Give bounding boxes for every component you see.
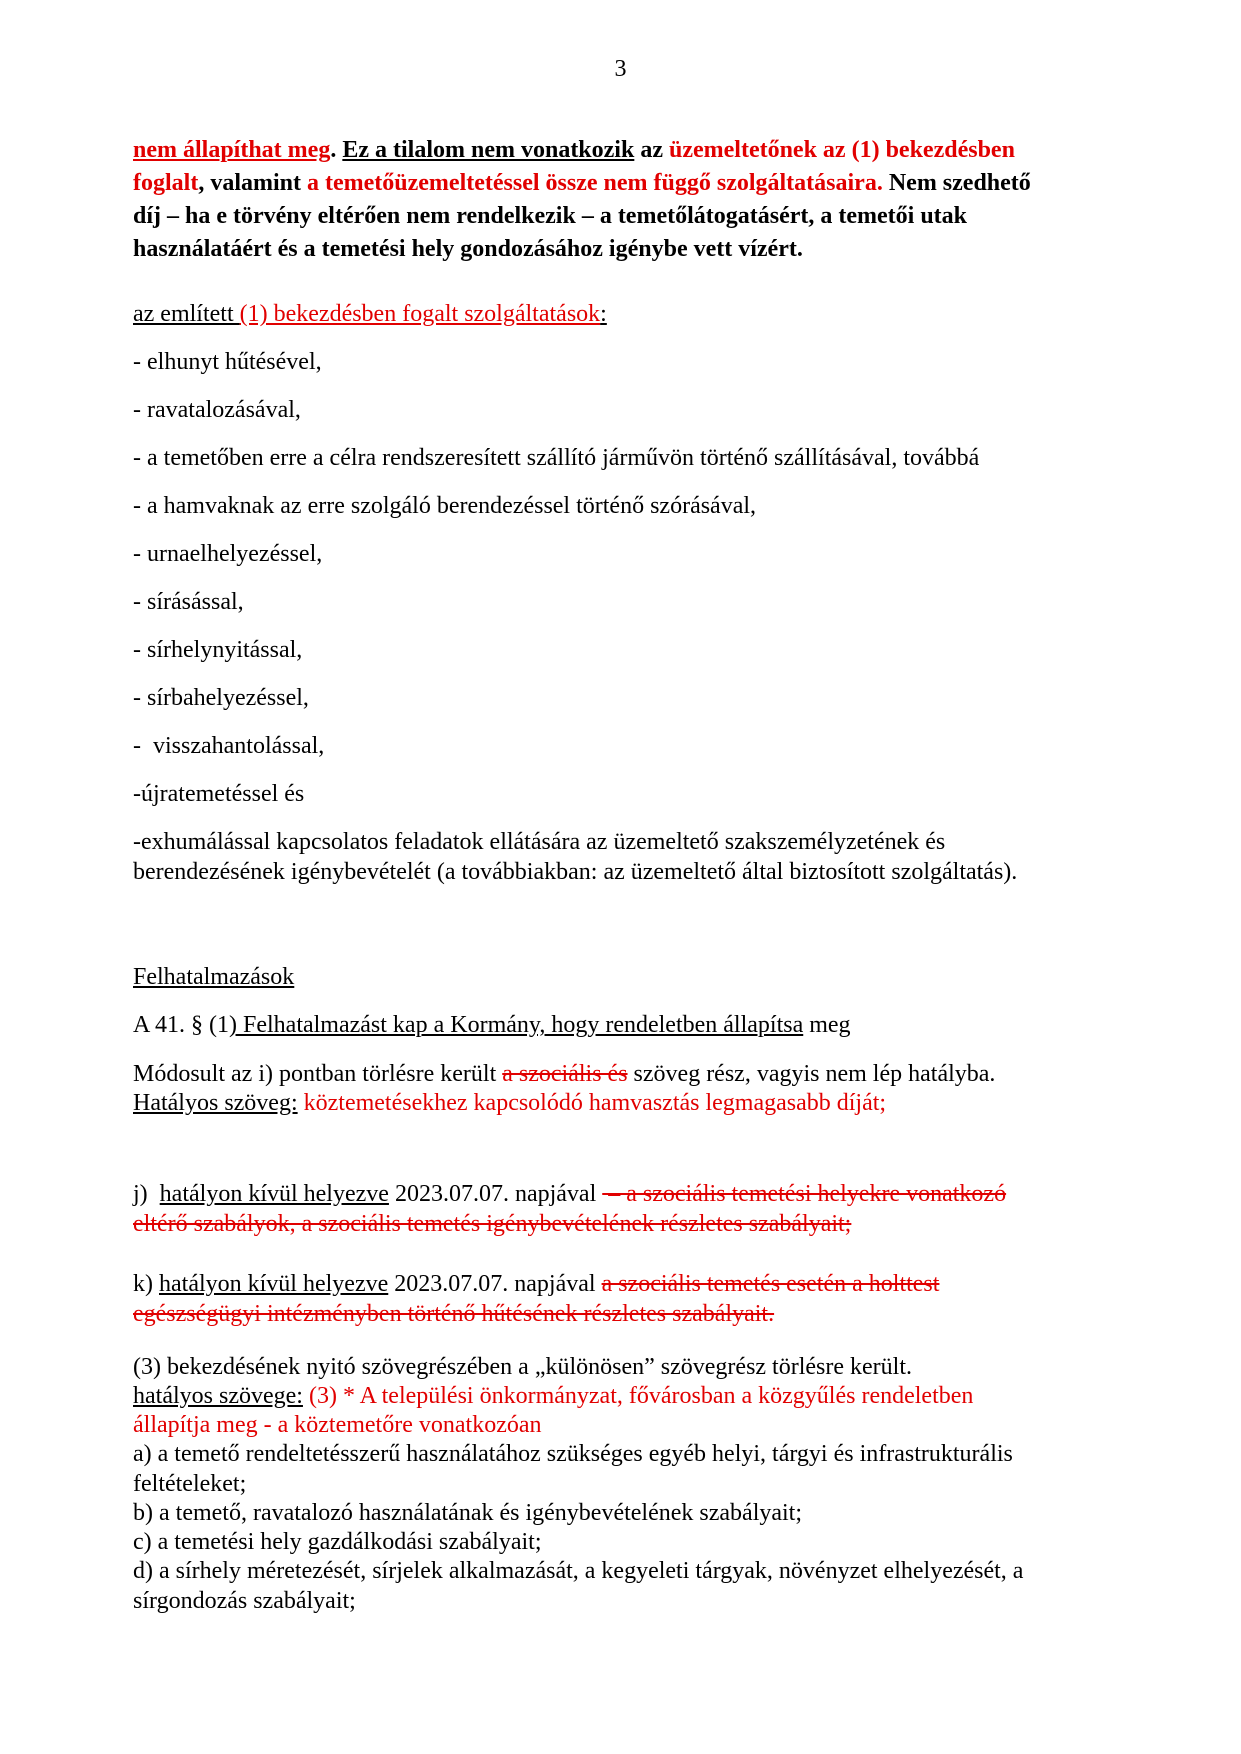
list-item-transport	[133, 443, 1108, 473]
text-run: szöveg rész, vagyis nem lép hatályba.	[627, 1061, 996, 1088]
text-run: - ravatalozásával,	[133, 397, 301, 424]
text-run: -újratemetéssel és	[133, 781, 305, 808]
text-run: az	[634, 136, 669, 163]
text-run: Felhatalmazások	[133, 964, 295, 991]
text-run: (3) * A települési önkormányzat, fővárosban a közgyűlés rendeletben	[308, 1382, 974, 1409]
list-item-exhumation	[133, 827, 1108, 887]
text-run: A 41. § (1	[133, 1012, 229, 1039]
text-run: - sírásással,	[133, 589, 244, 616]
text-run: hatályon kívül helyezve	[159, 1180, 389, 1207]
text-run: - sírhelynyitással,	[133, 637, 303, 664]
text-run: Nem szedhető	[882, 169, 1031, 196]
text-run: foglalt	[133, 169, 199, 196]
text-run: :	[600, 301, 607, 328]
list-item-laying-out	[133, 395, 1108, 425]
text-run: - sírbahelyezéssel,	[133, 685, 309, 712]
subpoint-a	[133, 1440, 1108, 1499]
list-item-grave-digging	[133, 587, 1108, 617]
effective-text-i	[133, 1089, 1108, 1118]
text-run: díj – ha e törvény eltérően nem rendelkezik – a temetőlátogatásért, a temetői utak	[133, 203, 968, 230]
text-run: ) Felhatalmazást kap a Kormány, hogy rendeletben állapítsa	[229, 1012, 804, 1039]
text-run: az említett	[133, 301, 240, 328]
list-item-urn-placement	[133, 539, 1108, 569]
text-run: - elhunyt hűtésével,	[133, 349, 322, 376]
point-j	[133, 1179, 1108, 1239]
authorization-line	[133, 1010, 1108, 1040]
text-run: k)	[133, 1270, 159, 1297]
text-run: j)	[133, 1180, 160, 1207]
text-run: Hatályos szöveg:	[133, 1090, 298, 1117]
text-run: 2023.07.07. napjával	[388, 1180, 603, 1207]
list-item-ash-scattering	[133, 491, 1108, 521]
subpoint-b	[133, 1499, 1108, 1528]
text-run: - a hamvaknak az erre szolgáló berendezéssel történő szórásával,	[133, 493, 757, 520]
text-run: , valamint	[198, 169, 307, 196]
list-item-cooling	[133, 347, 1108, 377]
text-run: (1) bekezdésben fogalt szolgáltatások	[239, 301, 601, 328]
text-run: -exhumálással kapcsolatos feladatok ellátására az üzemeltető szakszemélyzetének és	[133, 829, 946, 856]
section-heading-authorizations	[133, 962, 1108, 992]
point-k	[133, 1269, 1108, 1329]
text-run: (3) bekezdésének nyitó szövegrészében a „különösen” szövegrész törlésre került.	[133, 1353, 913, 1380]
services-label	[133, 299, 1108, 329]
text-run: - a temetőben erre a célra rendszeresített szállító járművön történő szállításával, továbbá	[133, 445, 980, 472]
text-run: egészségügyi intézményben történő hűtésének részletes szabályait.	[133, 1300, 775, 1327]
text-run: a szociális temetés esetén a holttest	[601, 1270, 940, 1297]
page-number: 3	[614, 56, 627, 82]
text-run: állapítja meg - a köztemetőre vonatkozóan	[133, 1412, 542, 1439]
text-run: eltérő szabályok, a szociális temetés igénybevételének részletes szabályait;	[133, 1210, 852, 1237]
text-run: sírgondozás szabályait;	[133, 1587, 356, 1614]
text-run: használatáért és a temetési hely gondozásához igénybe vett vízért.	[133, 236, 803, 263]
text-run: b) a temető, ravatalozó használatának és igénybevételének szabályait;	[133, 1499, 803, 1526]
text-run: Módosult az i) pontban törlésre került	[133, 1061, 503, 1088]
subpoint-d	[133, 1557, 1108, 1616]
subpoint-c	[133, 1528, 1108, 1557]
list-item-reburial	[133, 779, 1108, 809]
list-item-interment	[133, 683, 1108, 713]
intro-paragraph	[133, 134, 1108, 266]
text-run: meg	[803, 1012, 851, 1039]
text-run: d) a sírhely méretezését, sírjelek alkalmazását, a kegyeleti tárgyak, növényzet elhelyezését, a	[133, 1558, 1024, 1585]
text-run: - urnaelhelyezéssel,	[133, 541, 323, 568]
list-item-refilling	[133, 731, 1108, 761]
text-run: – a szociális temetési helyekre vonatkozó	[602, 1180, 1007, 1207]
document-body	[133, 134, 1108, 1616]
text-run: köztemetésekhez kapcsolódó hamvasztás legmagasabb díját;	[303, 1090, 887, 1117]
text-run: feltételeket;	[133, 1470, 247, 1497]
text-run: berendezésének igénybevételét (a továbbiakban: az üzemeltető által biztosított szolgáltatás).	[133, 859, 1018, 886]
text-run: .	[330, 136, 343, 163]
text-run: nem állapíthat meg	[133, 136, 331, 163]
paragraph-3-note	[133, 1353, 1108, 1382]
text-run: Ez a tilalom nem vonatkozik	[342, 136, 635, 163]
list-item-grave-opening	[133, 635, 1108, 665]
text-run: c) a temetési hely gazdálkodási szabályait;	[133, 1529, 542, 1556]
text-run: a) a temető rendeltetésszerű használatához szükséges egyéb helyi, tárgyi és infrastrukturális	[133, 1441, 1013, 1468]
text-run: üzemeltetőnek az (1) bekezdésben	[668, 136, 1015, 163]
text-run: - visszahantolással,	[133, 733, 325, 760]
text-run: hatályos szövege:	[133, 1382, 303, 1409]
text-run: a temetőüzemeltetéssel össze nem függő szolgáltatásaira.	[307, 169, 883, 196]
text-run: 2023.07.07. napjával	[388, 1270, 602, 1297]
modification-note-i	[133, 1059, 1108, 1089]
effective-text-3	[133, 1382, 1108, 1441]
text-run: a szociális és	[502, 1061, 628, 1088]
text-run: hatályon kívül helyezve	[159, 1270, 389, 1297]
